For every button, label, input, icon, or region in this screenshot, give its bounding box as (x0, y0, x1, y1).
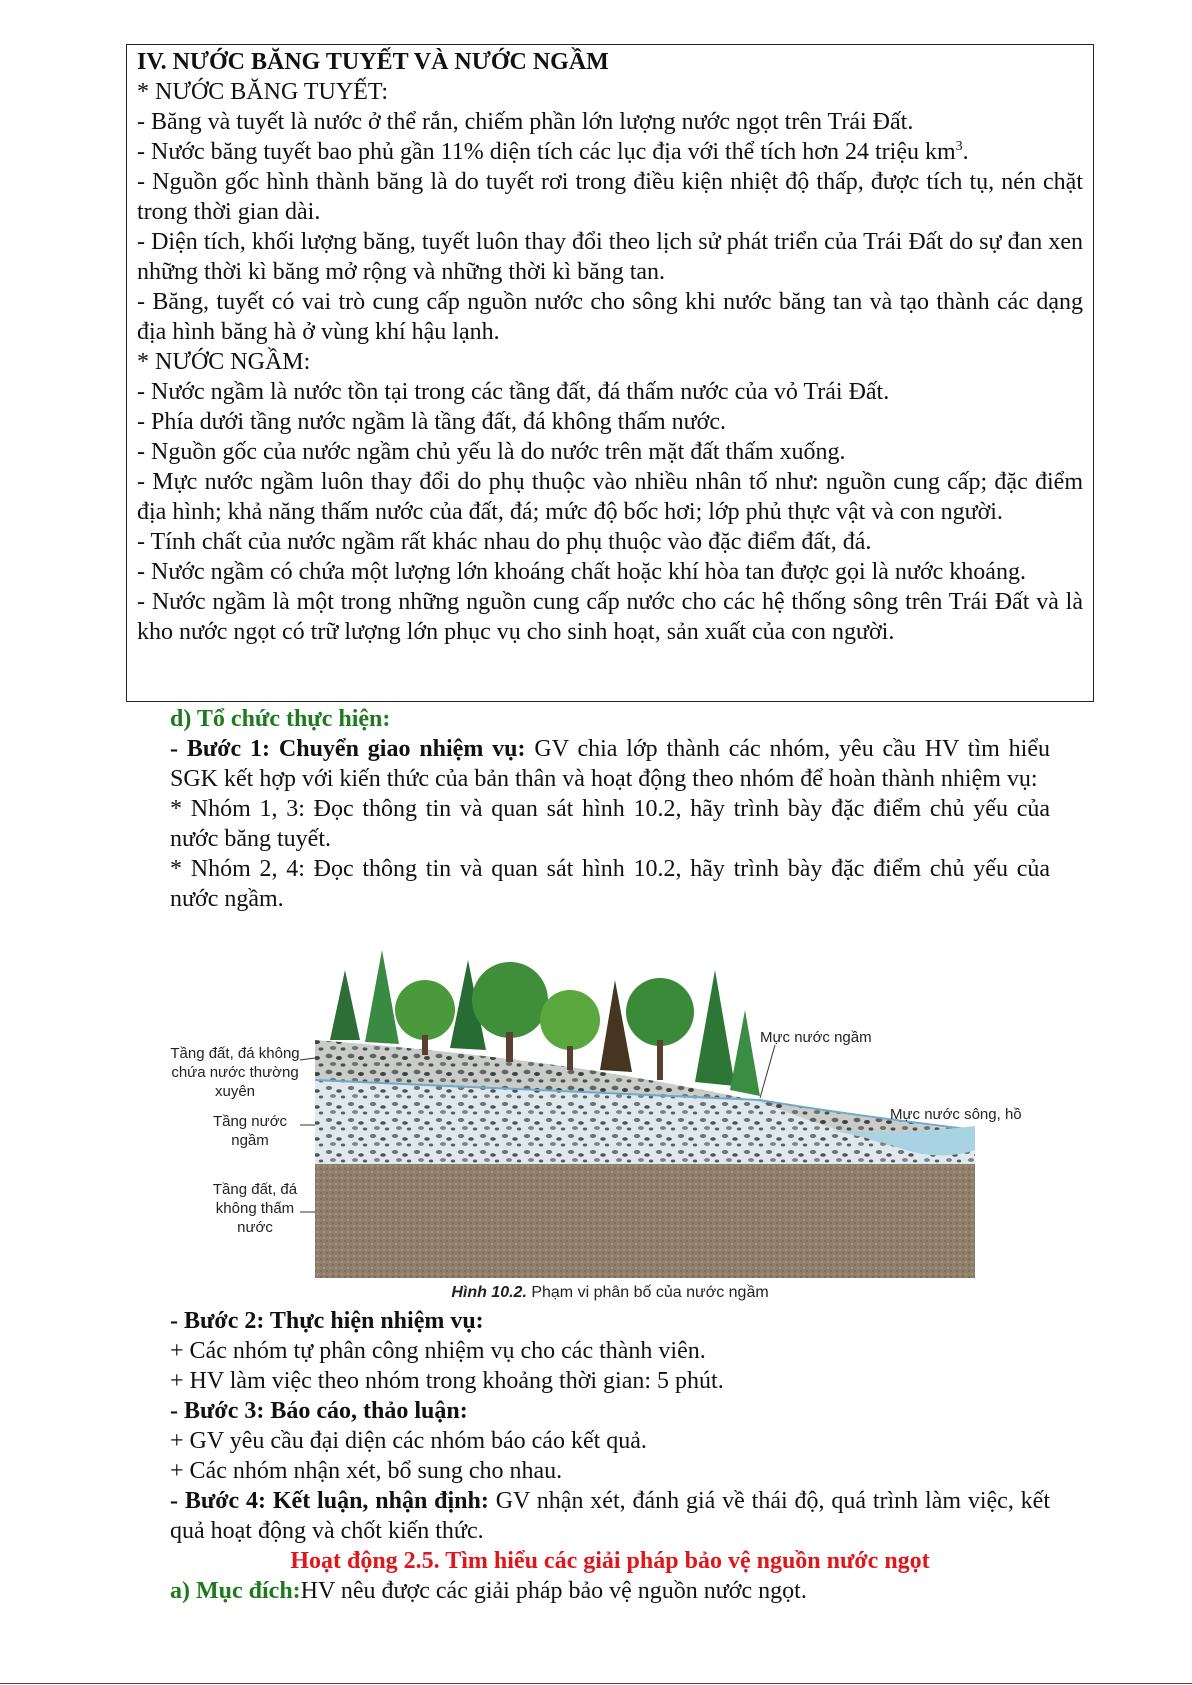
step-4 (170, 1486, 1050, 1546)
caption-number: Hình 10.2. (451, 1284, 527, 1301)
superscript: 3 (955, 139, 963, 154)
main-text-top (170, 704, 1050, 914)
organization-heading: d) Tổ chức thực hiện: (170, 706, 391, 732)
ice-line-3: - Nguồn gốc hình thành băng là do tuyết rơi trong điều kiện nhiệt độ thấp, được tích tụ, nén chặt trong thời gian dài. (137, 169, 1083, 225)
gw-line-3: - Nguồn gốc của nước ngầm chủ yếu là do nước trên mặt đất thấm xuống. (137, 439, 846, 465)
purpose-label: a) Mục đích: (170, 1578, 301, 1604)
ice-line-4: - Diện tích, khối lượng băng, tuyết luôn thay đổi theo lịch sử phát triển của Trái Đất do sự đan xen những thời kì băng mở rộng và những thời kì băng tan. (137, 229, 1083, 285)
step-3-a: + GV yêu cầu đại diện các nhóm báo cáo kết quả. (170, 1428, 647, 1454)
step-2-b: + HV làm việc theo nhóm trong khoảng thời gian: 5 phút. (170, 1368, 724, 1394)
step-1-text: GV chia lớp thành các nhóm, yêu cầu HV tìm hiểu SGK kết hợp với kiến thức của bản thân và hoạt động theo nhóm để hoàn thành nhiệm vụ: (170, 736, 1050, 792)
step-2-label: - Bước 2: Thực hiện nhiệm vụ: (170, 1308, 484, 1334)
knowledge-box (126, 44, 1094, 702)
label-impermeable: Tầng đất, đá không thấm nước (212, 1181, 298, 1236)
groundwater-figure (170, 940, 1050, 1305)
ice-line-2 (137, 137, 1083, 167)
main-text-bottom (170, 1306, 1050, 1606)
step-2-a: + Các nhóm tự phân công nhiệm vụ cho các thành viên. (170, 1338, 706, 1364)
gw-line-7: - Nước ngầm là một trong những nguồn cung cấp nước cho các hệ thống sông trên Trái Đất và là kho nước ngọt có trữ lượng lớn phục vụ cho sinh hoạt, sản xuất của con người. (137, 589, 1083, 645)
gw-line-1: - Nước ngầm là nước tồn tại trong các tầng đất, đá thấm nước của vỏ Trái Đất. (137, 379, 890, 405)
group-1-3: * Nhóm 1, 3: Đọc thông tin và quan sát hình 10.2, hãy trình bày đặc điểm chủ yếu của nước băng tuyết. (170, 796, 1050, 852)
page-bottom-rule (0, 1683, 1192, 1684)
purpose-text: HV nêu được các giải pháp bảo vệ nguồn nước ngọt. (300, 1578, 807, 1604)
step-3-label: - Bước 3: Báo cáo, thảo luận: (170, 1398, 468, 1424)
label-water-table: Mực nước ngầm (760, 1029, 872, 1046)
label-river-level: Mực nước sông, hồ (890, 1106, 1022, 1123)
label-aquifer: Tầng nước ngầm (212, 1113, 288, 1149)
step-4-text: GV nhận xét, đánh giá về thái độ, quá trình làm việc, kết quả hoạt động và chốt kiến thức. (170, 1488, 1051, 1544)
subheading-groundwater: * NƯỚC NGẦM: (137, 349, 311, 375)
impermeable-layer (315, 1164, 975, 1278)
pointer-top (300, 1058, 315, 1060)
figure-caption (170, 1284, 1050, 1302)
step-3-b: + Các nhóm nhận xét, bổ sung cho nhau. (170, 1458, 563, 1484)
ice-line-1: - Băng và tuyết là nước ở thể rắn, chiếm phần lớn lượng nước ngọt trên Trái Đất. (137, 109, 914, 135)
gw-line-2: - Phía dưới tầng nước ngầm là tầng đất, đá không thấm nước. (137, 409, 726, 435)
ice-line-2-end: . (962, 139, 969, 165)
step-1 (170, 734, 1050, 794)
step-4-label: - Bước 4: Kết luận, nhận định: (170, 1488, 489, 1514)
gw-line-5: - Tính chất của nước ngầm rất khác nhau do phụ thuộc vào đặc điểm đất, đá. (137, 529, 872, 555)
label-unsaturated: Tầng đất, đá không chứa nước thường xuyên (170, 1045, 300, 1100)
step-2 (170, 1306, 1050, 1336)
caption-text: Phạm vi phân bố của nước ngầm (526, 1284, 769, 1301)
purpose (170, 1576, 1050, 1606)
step-1-label: - Bước 1: Chuyển giao nhiệm vụ: (170, 736, 526, 762)
step-3 (170, 1396, 1050, 1426)
pointer-water-table (760, 1045, 775, 1098)
gw-line-4: - Mực nước ngầm luôn thay đổi do phụ thuộc vào nhiều nhân tố như: nguồn cung cấp; đặc điểm địa hình; khả năng thấm nước của đất, đá; mức độ bốc hơi; lớp phủ thực vật và con người. (137, 469, 1083, 525)
gw-line-6: - Nước ngầm có chứa một lượng lớn khoáng chất hoặc khí hòa tan được gọi là nước khoáng. (137, 559, 1026, 585)
activity-heading: Hoạt động 2.5. Tìm hiểu các giải pháp bảo vệ nguồn nước ngọt (290, 1548, 930, 1574)
group-2-4: * Nhóm 2, 4: Đọc thông tin và quan sát hình 10.2, hãy trình bày đặc điểm chủ yếu của nước ngầm. (170, 856, 1050, 912)
ice-line-2-text: - Nước băng tuyết bao phủ gần 11% diện tích các lục địa với thể tích hơn 24 triệu km (137, 139, 956, 165)
subheading-ice: * NƯỚC BĂNG TUYẾT: (137, 79, 388, 105)
section-heading: IV. NƯỚC BĂNG TUYẾT VÀ NƯỚC NGẦM (137, 49, 609, 75)
ice-line-5: - Băng, tuyết có vai trò cung cấp nguồn nước cho sông khi nước băng tan và tạo thành các dạng địa hình băng hà ở vùng khí hậu lạnh. (137, 289, 1083, 345)
